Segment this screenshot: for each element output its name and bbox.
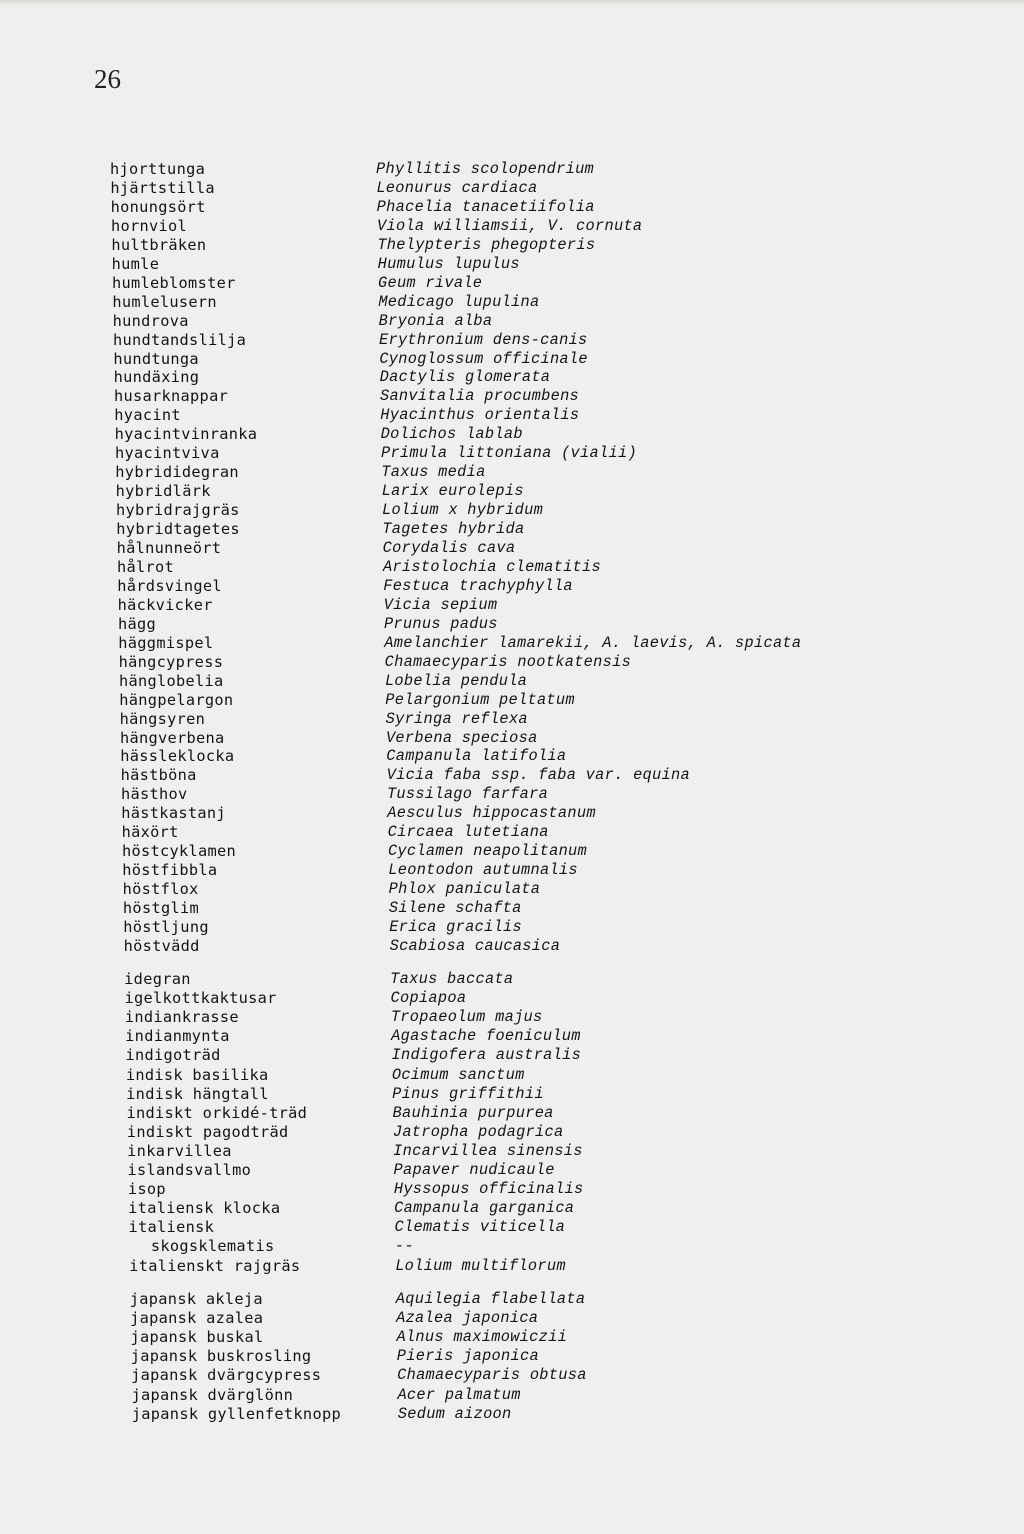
swedish-name: hängpelargon bbox=[119, 690, 234, 709]
swedish-name: humlelusern bbox=[112, 292, 217, 311]
swedish-name: isop bbox=[127, 1180, 166, 1199]
latin-name: Phyllitis scolopendrium bbox=[376, 160, 595, 178]
latin-name: Phacelia tanacetiifolia bbox=[376, 197, 595, 216]
swedish-name: hässleklocka bbox=[120, 747, 235, 766]
latin-name: Thelypteris phegopteris bbox=[377, 235, 596, 254]
swedish-name: indiskt pagodträd bbox=[126, 1122, 289, 1141]
swedish-name: hyacintvinranka bbox=[114, 425, 258, 444]
swedish-name: hårdsvingel bbox=[117, 576, 222, 595]
entry-row bbox=[0, 1328, 1024, 1347]
entry-row bbox=[0, 501, 1024, 520]
latin-name: Aesculus hippocastanum bbox=[387, 804, 596, 823]
latin-name: Pinus griffithii bbox=[392, 1084, 544, 1103]
swedish-name: japansk azalea bbox=[130, 1309, 264, 1328]
swedish-name: honungsört bbox=[110, 197, 206, 216]
swedish-name: hägg bbox=[117, 614, 156, 633]
swedish-name: skogsklematis bbox=[150, 1237, 275, 1256]
latin-name: Verbena speciosa bbox=[385, 728, 538, 747]
latin-name: Alnus maximowiczii bbox=[396, 1328, 568, 1347]
swedish-name: indianmynta bbox=[125, 1027, 230, 1046]
entry-row bbox=[0, 1085, 1024, 1104]
entry-row bbox=[0, 482, 1024, 501]
entry-row bbox=[0, 217, 1024, 236]
latin-name: Geum rivale bbox=[377, 273, 483, 292]
latin-name: Jatropha podagrica bbox=[392, 1122, 564, 1141]
swedish-name: idegran bbox=[124, 970, 191, 988]
swedish-name: husarknappar bbox=[113, 387, 229, 406]
swedish-name: inkarvillea bbox=[127, 1141, 232, 1160]
entry-row bbox=[0, 1066, 1024, 1085]
swedish-name: hornviol bbox=[110, 216, 188, 235]
swedish-name: igelkottkaktusar bbox=[124, 989, 277, 1008]
swedish-name: japansk dvärgcypress bbox=[131, 1366, 322, 1385]
latin-name: Cyclamen neapolitanum bbox=[387, 842, 588, 861]
latin-name: Campanula latifolia bbox=[386, 747, 567, 766]
swedish-name: humle bbox=[111, 254, 160, 273]
swedish-name: häggmispel bbox=[118, 633, 214, 652]
entry-row bbox=[0, 1046, 1024, 1065]
entry-row bbox=[0, 1366, 1024, 1385]
latin-name: Leontodon autumnalis bbox=[388, 861, 578, 880]
latin-name: Papaver nudicaule bbox=[393, 1161, 555, 1179]
swedish-name: japansk gyllenfetknopp bbox=[131, 1404, 341, 1423]
swedish-name: höstglim bbox=[122, 899, 199, 918]
entry-row bbox=[0, 160, 1024, 179]
swedish-name: höstfibbla bbox=[122, 861, 218, 880]
swedish-name: italiensk bbox=[128, 1218, 215, 1237]
latin-name: Hyacinthus orientalis bbox=[380, 406, 580, 425]
swedish-name: häxört bbox=[121, 823, 179, 842]
swedish-name: hjärtstilla bbox=[110, 178, 215, 197]
entry-row bbox=[0, 368, 1024, 387]
latin-name: Phlox paniculata bbox=[388, 880, 541, 899]
entry-row bbox=[0, 1218, 1024, 1237]
swedish-name: japansk akleja bbox=[129, 1290, 263, 1308]
swedish-name: hybridlärk bbox=[115, 482, 211, 501]
swedish-name: hjorttunga bbox=[110, 160, 206, 178]
swedish-name: indisk basilika bbox=[125, 1065, 269, 1084]
entry-row bbox=[0, 539, 1024, 558]
latin-name: Scabiosa caucasica bbox=[389, 936, 561, 955]
entry-row bbox=[0, 880, 1024, 899]
swedish-name: italienskt rajgräs bbox=[129, 1256, 301, 1275]
swedish-name: hultbräken bbox=[111, 235, 207, 254]
entry-row bbox=[0, 312, 1024, 331]
entry-row bbox=[0, 293, 1024, 312]
entry-row bbox=[0, 672, 1024, 691]
latin-name: Taxus baccata bbox=[390, 970, 514, 988]
swedish-name: japansk buskrosling bbox=[130, 1347, 312, 1366]
latin-name: Circaea lutetiana bbox=[387, 823, 549, 842]
latin-name: Amelanchier lamarekii, A. laevis, A. spicata bbox=[384, 633, 802, 652]
entry-row bbox=[0, 1257, 1024, 1276]
entry-row bbox=[0, 710, 1024, 729]
entry-row bbox=[0, 970, 1024, 989]
latin-name: Copiapoa bbox=[390, 989, 467, 1008]
entry-row bbox=[0, 1161, 1024, 1180]
latin-name: Silene schafta bbox=[388, 899, 522, 918]
swedish-name: hänglobelia bbox=[118, 671, 224, 690]
latin-name: Clematis viticella bbox=[394, 1218, 566, 1237]
entry-row bbox=[0, 785, 1024, 804]
latin-name: Aquilegia flabellata bbox=[395, 1290, 586, 1308]
entry-row bbox=[0, 520, 1024, 539]
latin-name: Bryonia alba bbox=[378, 311, 493, 330]
latin-name: Tussilago farfara bbox=[386, 785, 549, 804]
entry-row bbox=[0, 1199, 1024, 1218]
entry-row bbox=[0, 274, 1024, 293]
entry-row bbox=[0, 350, 1024, 369]
latin-name: Vicia sepium bbox=[383, 595, 498, 614]
entry-row bbox=[0, 406, 1024, 425]
swedish-name: hundäxing bbox=[113, 368, 200, 387]
latin-name: Larix eurolepis bbox=[381, 482, 524, 501]
entry-row bbox=[0, 1405, 1024, 1424]
latin-name: Syringa reflexa bbox=[385, 709, 528, 728]
swedish-name: japansk buskal bbox=[130, 1328, 264, 1347]
latin-name: Leonurus cardiaca bbox=[376, 178, 538, 197]
page-number: 26 bbox=[94, 64, 121, 94]
latin-name: -- bbox=[394, 1237, 414, 1256]
entry-row bbox=[0, 615, 1024, 634]
entry-row bbox=[0, 1123, 1024, 1142]
entry-row bbox=[0, 1237, 1024, 1256]
latin-name: Agastache foeniculum bbox=[391, 1027, 581, 1046]
entry-row bbox=[0, 331, 1024, 350]
swedish-name: hängverbena bbox=[119, 728, 225, 747]
swedish-name: hybrididegran bbox=[115, 463, 239, 482]
swedish-name: islandsvallmo bbox=[127, 1161, 252, 1179]
latin-name: Tropaeolum majus bbox=[390, 1008, 543, 1027]
swedish-name: indiskt orkidé-träd bbox=[126, 1103, 308, 1122]
latin-name: Chamaecyparis nootkatensis bbox=[384, 652, 632, 671]
latin-name: Aristolochia clematitis bbox=[382, 557, 601, 576]
entry-row bbox=[0, 558, 1024, 577]
latin-name: Vicia faba ssp. faba var. equina bbox=[386, 766, 690, 785]
latin-name: Erythronium dens-canis bbox=[378, 330, 588, 349]
latin-name: Prunus padus bbox=[383, 614, 498, 633]
entry-row bbox=[0, 937, 1024, 956]
entry-row bbox=[0, 747, 1024, 766]
entry-row bbox=[0, 729, 1024, 748]
latin-name: Incarvillea sinensis bbox=[393, 1141, 583, 1160]
latin-name: Dactylis glomerata bbox=[379, 368, 551, 387]
entry-row bbox=[0, 596, 1024, 615]
latin-name: Campanula garganica bbox=[394, 1199, 575, 1218]
swedish-name: indiankrasse bbox=[124, 1008, 239, 1027]
swedish-name: japansk dvärglönn bbox=[131, 1385, 294, 1404]
entry-row bbox=[0, 691, 1024, 710]
entry-row bbox=[0, 899, 1024, 918]
swedish-name: indigoträd bbox=[125, 1046, 221, 1065]
entry-row bbox=[0, 823, 1024, 842]
latin-name: Viola williamsii, V. cornuta bbox=[376, 216, 643, 235]
latin-name: Medicago lupulina bbox=[378, 292, 540, 311]
entry-row bbox=[0, 1027, 1024, 1046]
swedish-name: hålnunneört bbox=[116, 539, 222, 557]
swedish-name: häckvicker bbox=[117, 595, 213, 614]
entry-row bbox=[0, 1008, 1024, 1027]
entry-row bbox=[0, 804, 1024, 823]
latin-name: Corydalis cava bbox=[382, 539, 516, 557]
swedish-name: hålrot bbox=[116, 557, 175, 576]
swedish-name: höstljung bbox=[123, 918, 209, 936]
swedish-name: hyacintviva bbox=[114, 444, 220, 463]
entry-row bbox=[0, 387, 1024, 406]
latin-name: Taxus media bbox=[381, 463, 486, 482]
latin-name: Bauhinia purpurea bbox=[392, 1103, 554, 1122]
latin-name: Sanvitalia procumbens bbox=[379, 387, 580, 406]
entry-row bbox=[0, 1347, 1024, 1366]
latin-name: Hyssopus officinalis bbox=[393, 1180, 584, 1199]
swedish-name: höstcyklamen bbox=[121, 842, 237, 861]
entry-row bbox=[0, 634, 1024, 653]
latin-name: Pelargonium peltatum bbox=[385, 690, 575, 709]
swedish-name: hästböna bbox=[120, 766, 197, 785]
entry-row bbox=[0, 1386, 1024, 1405]
swedish-name: hundtandslilja bbox=[112, 330, 247, 349]
entry-row bbox=[0, 1142, 1024, 1161]
latin-name: Indigofera australis bbox=[391, 1046, 582, 1065]
swedish-name: hundrova bbox=[112, 311, 189, 330]
entry-row bbox=[0, 444, 1024, 463]
latin-name: Lolium x hybridum bbox=[381, 501, 544, 520]
latin-name: Humulus lupulus bbox=[377, 254, 520, 273]
entry-row bbox=[0, 861, 1024, 880]
latin-name: Sedum aizoon bbox=[397, 1404, 512, 1423]
latin-name: Lobelia pendula bbox=[384, 671, 528, 690]
latin-name: Erica gracilis bbox=[389, 918, 522, 936]
swedish-name: humleblomster bbox=[111, 273, 236, 292]
swedish-name: italiensk klocka bbox=[128, 1199, 281, 1218]
swedish-name: hyacint bbox=[114, 406, 181, 425]
entry-row bbox=[0, 179, 1024, 198]
entry-row bbox=[0, 989, 1024, 1008]
entry-row bbox=[0, 918, 1024, 937]
entry-row bbox=[0, 1104, 1024, 1123]
entry-row bbox=[0, 198, 1024, 217]
latin-name: Primula littoniana (vialii) bbox=[380, 444, 637, 463]
entry-row bbox=[0, 577, 1024, 596]
entry-row bbox=[0, 653, 1024, 672]
entry-row bbox=[0, 255, 1024, 274]
entry-row bbox=[0, 842, 1024, 861]
swedish-name: höstvädd bbox=[123, 936, 200, 955]
swedish-name: hundtunga bbox=[113, 349, 199, 368]
latin-name: Tagetes hybrida bbox=[382, 520, 525, 539]
swedish-name: hängsyren bbox=[119, 709, 206, 728]
latin-name: Acer palmatum bbox=[397, 1385, 521, 1404]
swedish-name: höstflox bbox=[122, 880, 199, 899]
swedish-name: hybridtagetes bbox=[116, 520, 240, 539]
swedish-name: hästhov bbox=[120, 785, 188, 804]
swedish-name: indisk hängtall bbox=[126, 1084, 269, 1103]
swedish-name: hängcypress bbox=[118, 652, 224, 671]
latin-name: Pieris japonica bbox=[396, 1347, 539, 1366]
entry-row bbox=[0, 425, 1024, 444]
entry-row bbox=[0, 766, 1024, 785]
latin-name: Dolichos lablab bbox=[380, 425, 523, 444]
latin-name: Cynoglossum officinale bbox=[379, 349, 588, 368]
latin-name: Ocimum sanctum bbox=[391, 1065, 525, 1084]
entry-row bbox=[0, 1290, 1024, 1309]
latin-name: Azalea japonica bbox=[396, 1309, 539, 1328]
entry-row bbox=[0, 1309, 1024, 1328]
latin-name: Lolium multiflorum bbox=[395, 1256, 566, 1275]
latin-name: Festuca trachyphylla bbox=[383, 576, 573, 595]
swedish-name: hybridrajgräs bbox=[115, 501, 240, 520]
latin-name: Chamaecyparis obtusa bbox=[397, 1366, 587, 1385]
entry-row bbox=[0, 1180, 1024, 1199]
swedish-name: hästkastanj bbox=[121, 804, 226, 823]
entry-row bbox=[0, 463, 1024, 482]
entry-row bbox=[0, 236, 1024, 255]
